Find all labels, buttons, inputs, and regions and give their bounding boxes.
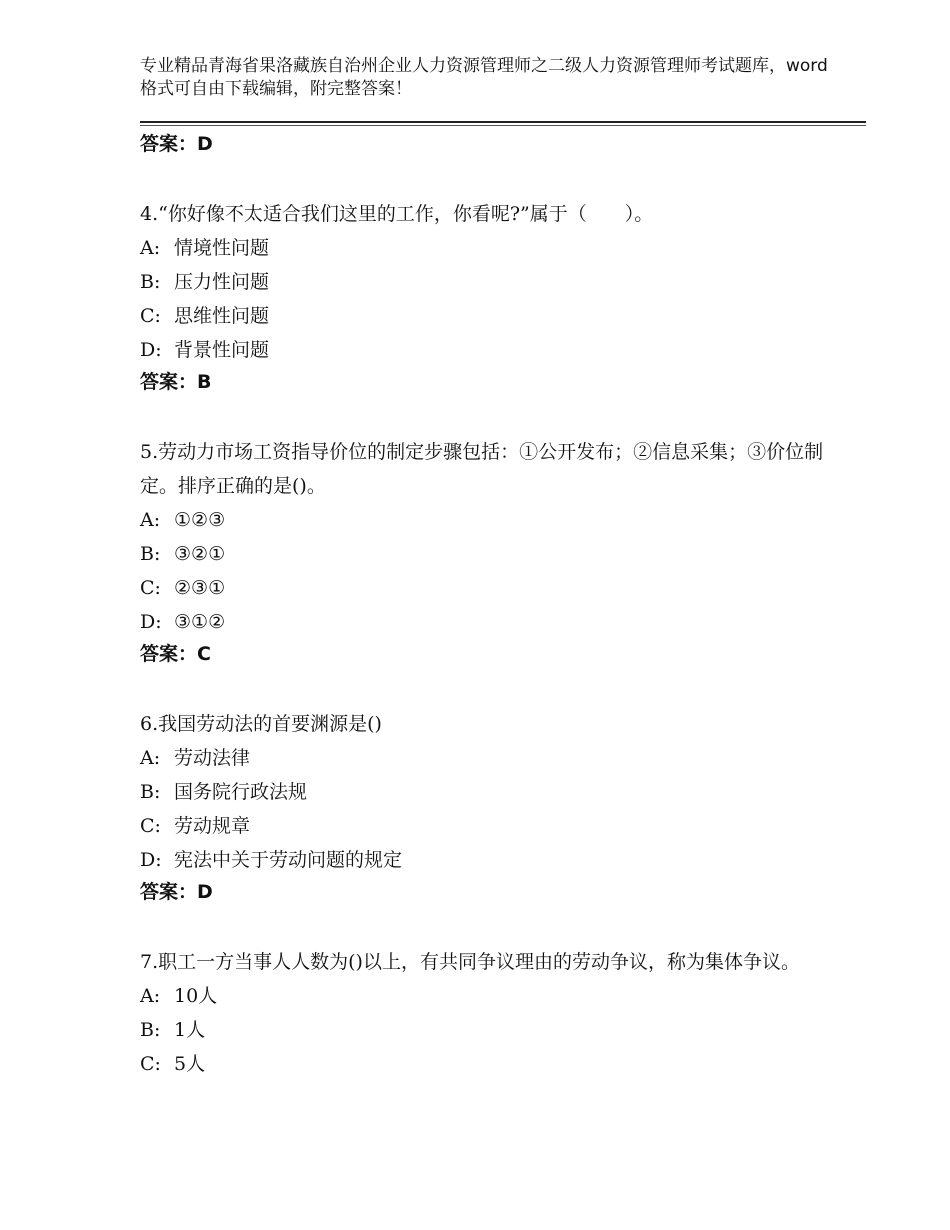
option-text: 劳动法律	[174, 747, 251, 769]
option-letter: A:	[140, 747, 161, 769]
option-text: ①②③	[174, 509, 226, 531]
option-b	[140, 537, 830, 571]
option-a	[140, 979, 830, 1013]
question-7	[140, 945, 830, 1081]
option-letter: C:	[140, 815, 161, 837]
option-d	[140, 333, 830, 367]
question-4	[140, 197, 830, 401]
answer-line: 答案：B	[140, 371, 212, 393]
option-b	[140, 1013, 830, 1047]
option-c	[140, 1047, 830, 1081]
option-text: 背景性问题	[174, 339, 270, 361]
question-list	[140, 129, 830, 1081]
option-b	[140, 265, 830, 299]
page-header	[140, 55, 830, 101]
option-letter: A:	[140, 237, 161, 259]
header-divider-thick	[140, 121, 866, 123]
option-text: ③①②	[174, 611, 226, 633]
option-letter: C:	[140, 577, 161, 599]
option-a	[140, 231, 830, 265]
option-text: ③②①	[174, 543, 226, 565]
option-text: 1人	[174, 1019, 206, 1041]
question-5	[140, 435, 830, 673]
option-letter: D:	[140, 849, 162, 871]
option-b	[140, 775, 830, 809]
question-stem: 5.劳动力市场工资指导价位的制定步骤包括：①公开发布；②信息采集；③价位制定。排序正确的是()。	[140, 441, 824, 497]
option-a	[140, 503, 830, 537]
option-c	[140, 299, 830, 333]
option-letter: C:	[140, 1053, 161, 1075]
option-text: 国务院行政法规	[174, 781, 308, 803]
question-6	[140, 707, 830, 911]
option-letter: A:	[140, 985, 161, 1007]
header-divider-thin	[140, 125, 866, 126]
answer-line: 答案：C	[140, 643, 211, 665]
question-stem: 7.职工一方当事人人数为()以上，有共同争议理由的劳动争议，称为集体争议。	[140, 951, 800, 973]
option-letter: C:	[140, 305, 161, 327]
question-stem: 4.“你好像不太适合我们这里的工作，你看呢?”属于（ ）。	[140, 203, 654, 225]
option-letter: B:	[140, 781, 161, 803]
option-text: 5人	[174, 1053, 206, 1075]
option-text: 劳动规章	[174, 815, 251, 837]
option-d	[140, 843, 830, 877]
option-text: 情境性问题	[174, 237, 270, 259]
option-letter: D:	[140, 339, 162, 361]
option-letter: D:	[140, 611, 162, 633]
option-text: 思维性问题	[174, 305, 270, 327]
option-letter: B:	[140, 271, 161, 293]
option-c	[140, 809, 830, 843]
option-d	[140, 605, 830, 639]
option-text: 宪法中关于劳动问题的规定	[174, 849, 403, 871]
option-c	[140, 571, 830, 605]
option-letter: A:	[140, 509, 161, 531]
option-letter: B:	[140, 1019, 161, 1041]
option-text: 压力性问题	[174, 271, 270, 293]
option-a	[140, 741, 830, 775]
question-stem: 6.我国劳动法的首要渊源是()	[140, 713, 382, 735]
option-letter: B:	[140, 543, 161, 565]
answer-line: 答案：D	[140, 881, 213, 903]
previous-answer: 答案：D	[140, 133, 213, 155]
option-text: 10人	[174, 985, 218, 1007]
header-title: 专业精品青海省果洛藏族自治州企业人力资源管理师之二级人力资源管理师考试题库，word格式可自由下载编辑，附完整答案！	[140, 56, 828, 99]
option-text: ②③①	[174, 577, 226, 599]
